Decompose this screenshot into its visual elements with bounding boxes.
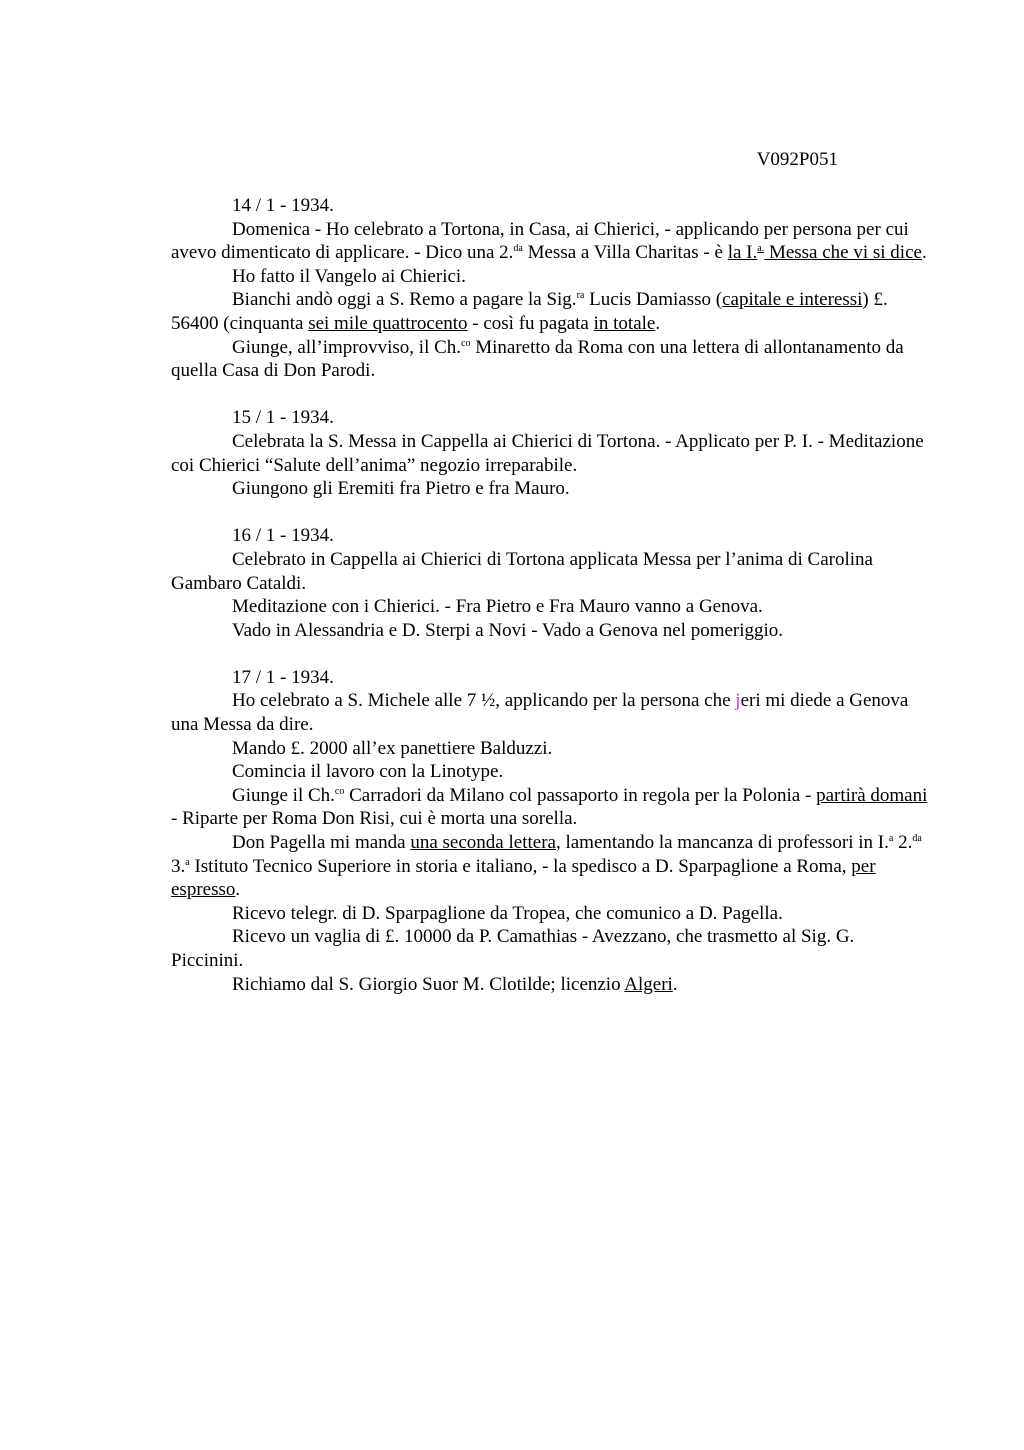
entry-paragraph: Mando £. 2000 all’ex panettiere Balduzzi. (232, 737, 553, 759)
entry-paragraph: Ricevo un vaglia di £. 10000 da P. Camathias - Avezzano, che trasmetto al Sig. G. Piccinini. (171, 926, 855, 971)
entry-paragraph: Vado in Alessandria e D. Sterpi a Novi - Vado a Genova nel pomeriggio. (232, 619, 784, 641)
entry-paragraph: Giunge, all’improvviso, il Ch.$^{co}$ Minaretto da Roma con una lettera di allontanamento da quella Casa di Don Parodi. (171, 336, 904, 382)
diary-entry (171, 194, 931, 383)
entry-date: 15 / 1 - 1934. (232, 407, 334, 429)
entry-paragraph: Bianchi andò oggi a S. Remo a pagare la Sig.$^{ra}$ Lucis Damiasso (capitale e interessi) £. 56400 (cinquanta sei mile quattrocento - così fu pagata in totale. (171, 289, 888, 334)
entry-paragraph: Ho celebrato a S. Michele alle 7 ½, applicando per la persona che jeri mi diede a Genova una Messa da dire. (171, 690, 909, 736)
entry-date: 16 / 1 - 1934. (232, 525, 334, 547)
diary-entry (171, 666, 931, 996)
entry-paragraph: Richiamo dal S. Giorgio Suor M. Clotilde; licenzio Algeri. (232, 973, 678, 995)
entry-paragraph: Celebrato in Cappella ai Chierici di Tortona applicata Messa per l’anima di Carolina Gambaro Cataldi. (171, 548, 873, 594)
entry-paragraph: Giungono gli Eremiti fra Pietro e fra Mauro. (232, 478, 570, 500)
entry-paragraph: Don Pagella mi manda una seconda lettera, lamentando la mancanza di professori in I.$^a$ 2.$^{da}$ 3.$^a$ Istituto Tecnico Superiore in storia e italiano, - la spedisco a D. Sparpaglione a Roma, per espresso. (171, 832, 922, 901)
diary-entry (171, 406, 931, 500)
entry-paragraph: Ricevo telegr. di D. Sparpaglione da Tropea, che comunico a D. Pagella. (232, 902, 783, 924)
entry-paragraph: Celebrata la S. Messa in Cappella ai Chierici di Tortona. - Applicato per P. I. - Meditazione coi Chierici “Salute dell’anima” negozio irreparabile. (171, 430, 924, 476)
entry-paragraph: Meditazione con i Chierici. - Fra Pietro e Fra Mauro vanno a Genova. (232, 596, 763, 618)
entry-paragraph: Giunge il Ch.$^{co}$ Carradori da Milano col passaporto in regola per la Polonia - partirà domani - Riparte per Roma Don Risi, cui è morta una sorella. (171, 784, 928, 830)
diary-entry (171, 524, 931, 642)
diary-body (171, 194, 931, 1020)
entry-paragraph: Ho fatto il Vangelo ai Chierici. (232, 265, 466, 287)
entry-paragraph: Comincia il lavoro con la Linotype. (232, 761, 504, 783)
entry-date: 14 / 1 - 1934. (232, 195, 334, 216)
entry-paragraph: Domenica - Ho celebrato a Tortona, in Casa, ai Chierici, - applicando per persona per cui avevo dimenticato di applicare. - Dico una 2.$^{da}$ Messa a Villa Charitas - è la I.$^{a.}$ Messa che vi si dice. (171, 218, 927, 264)
page-identifier: V092P051 (756, 149, 838, 170)
entry-date: 17 / 1 - 1934. (232, 666, 334, 688)
